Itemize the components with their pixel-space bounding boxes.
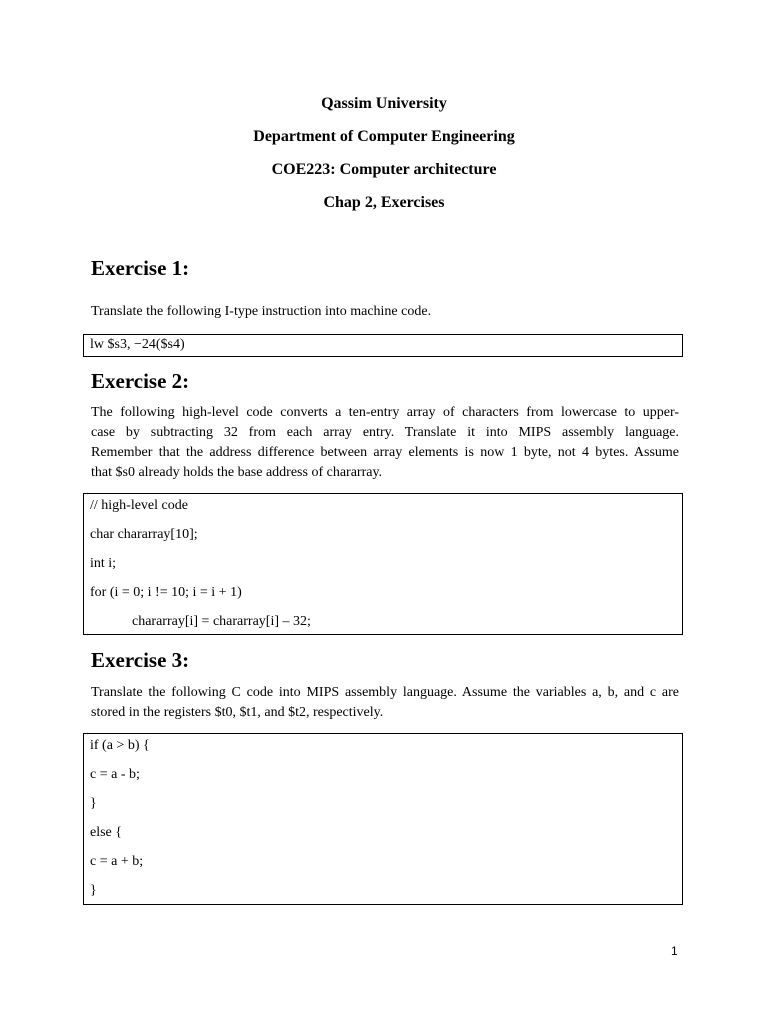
code-line: else { [90,825,122,840]
chapter-title: Chap 2, Exercises [323,194,445,211]
exercise-2-code-box [83,493,683,635]
exercise-3-code-box [83,733,683,905]
course-title: COE223: Computer architecture [271,161,497,178]
exercise-2-text-line: case by subtracting 32 from each array entry. Translate it into MIPS assembly language. [91,425,679,440]
code-line: c = a - b; [90,767,140,782]
code-line: } [90,796,97,811]
exercise-3-text [91,683,679,723]
department-title: Department of Computer Engineering [253,128,515,145]
page-number: 1 [671,944,678,958]
exercise-1-text-line: Translate the following I-type instruction into machine code. [91,304,432,319]
exercise-2-text [91,403,679,483]
exercise-2-text-line: The following high-level code converts a ten-entry array of characters from lowercase to upper- [91,405,679,420]
exercise-2-text-line: that $s0 already holds the base address of chararray. [91,465,383,480]
exercise-1-text [91,302,679,322]
exercise-1-heading: Exercise 1: [91,256,190,280]
code-line: int i; [90,556,117,571]
code-line: chararray[i] = chararray[i] – 32; [90,614,311,629]
exercise-3-heading: Exercise 3: [91,648,190,672]
code-line: char chararray[10]; [90,527,198,542]
code-line: lw $s3, −24($s4) [90,337,185,352]
code-line: for (i = 0; i != 10; i = i + 1) [90,585,242,600]
code-line: // high-level code [90,498,188,513]
code-line: } [90,883,97,898]
exercise-3-text-line: Translate the following C code into MIPS assembly language. Assume the variables a, b, and c are [91,685,679,700]
exercise-2-text-line: Remember that the address difference between array elements is now 1 byte, not 4 bytes. Assume [91,445,679,460]
exercise-2-heading: Exercise 2: [91,369,190,393]
university-title: Qassim University [321,95,447,112]
exercise-3-text-line: stored in the registers $t0, $t1, and $t2, respectively. [91,705,384,720]
exercise-1-code-box [83,334,683,357]
code-line: c = a + b; [90,854,144,869]
code-line: if (a > b) { [90,738,150,753]
